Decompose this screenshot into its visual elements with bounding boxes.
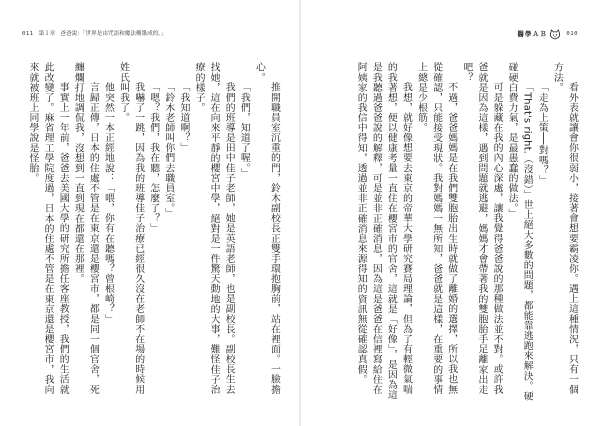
paragraph: 「That's right.（沒錯）」世上絕大多數的問題，都能靠逃跑來解決。硬碰硬白費力氣，是最愚蠢的做法。」 xyxy=(506,62,533,401)
series-logo xyxy=(517,28,561,40)
paragraph: 可是躲藏在我的內心深處，讓我覺得爸爸說的那種做法並不對。或許我爸就是因為這樣，遇到問題就逃避，媽媽才會帶著我的雙胞胎手足離家出走吧？ xyxy=(461,62,503,395)
chapter-title: 爸爸說：「世界是由咒語和魔法構築成的。」 xyxy=(60,31,167,37)
paragraph: 不過，爸爸媽媽是在我們雙胞胎出生時就做了離婚的選擇，所以我也無從確認，只能接受現狀。我對媽媽一無所知，爸爸就是這樣，在重要的事情上總是少根筋。 xyxy=(416,62,458,395)
paragraph: 他突然一本正經地說：「喂，你有在聽嗎？曾根崎？」 xyxy=(102,81,114,324)
left-page-number: 011 xyxy=(22,31,34,37)
right-body-text xyxy=(318,62,580,402)
left-body-text xyxy=(26,62,282,402)
paragraph: 「鈴木老師叫你們去職員室。」 xyxy=(163,81,175,218)
paragraph: 「我們，知道了喔。」 xyxy=(238,81,250,178)
chapter-label: 第１章 xyxy=(38,31,56,37)
right-running-header xyxy=(517,28,578,40)
cat-face-icon xyxy=(549,29,561,40)
paragraph: 我們的班導是田中佳子老師，她是英語老師，也是副校長。副校長生去找她，這在向來平靜的櫻宮中學，絕對是一件驚天動地的大事，難怪佳子治療的樣子。 xyxy=(193,62,235,395)
paragraph: 推開職員室沉重的門，鈴木副校長正雙手環抱胸前，站在裡面。一臉擔心。 xyxy=(253,62,280,394)
right-page-number: 010 xyxy=(566,31,578,37)
paragraph: 事實上一年前，爸爸去美國大學的研究所擔任客座教授，我們的生活就此改變了。麻省理工學院度過，日本的住處不管是在東京還是櫻宮市，我向來就被班上同學說是怪胎。 xyxy=(27,62,69,395)
right-page xyxy=(300,0,600,426)
paragraph: 我想，就好像想要去東京的帝華大學研究賽局理論，但為了有輕微氣喘的我著想，便以健康考量一直住在櫻宮市的官舍，這就是「好像」，是因為這是我聽過爸爸說的解釋，可是並非正確消息，因為這是爸爸在信裡寫給住在阿姨家的我信中得知，透過並非正確消息來源得知的資訊無從確認真假。 xyxy=(355,62,412,400)
left-running-header xyxy=(22,28,167,40)
paragraph: 我嚇了一跳，因為我的班導佳子治療已經很久沒在老師不在場的時候用姓氏叫我了。 xyxy=(118,62,145,394)
paragraph: 「嗯？我們，我在聽，怎麼了？」 xyxy=(148,81,160,233)
paragraph: 看外表就讓會你很弱小，接著會想要霸凌你。遇上這種情況，只有一個方法。 xyxy=(551,62,578,394)
paragraph: 言歸正傳，日本的住處不管是在東京還是櫻宮市，都是同一個官舍，死纏爛打地調侃我，沒想到一直到現在都還在那裡。 xyxy=(72,62,99,394)
series-logo-text: 醫學ＡＢ xyxy=(517,30,548,38)
paragraph: 「走為上策──對嗎？」 xyxy=(536,81,548,185)
paragraph: 「我知道啊？」 xyxy=(178,81,190,153)
